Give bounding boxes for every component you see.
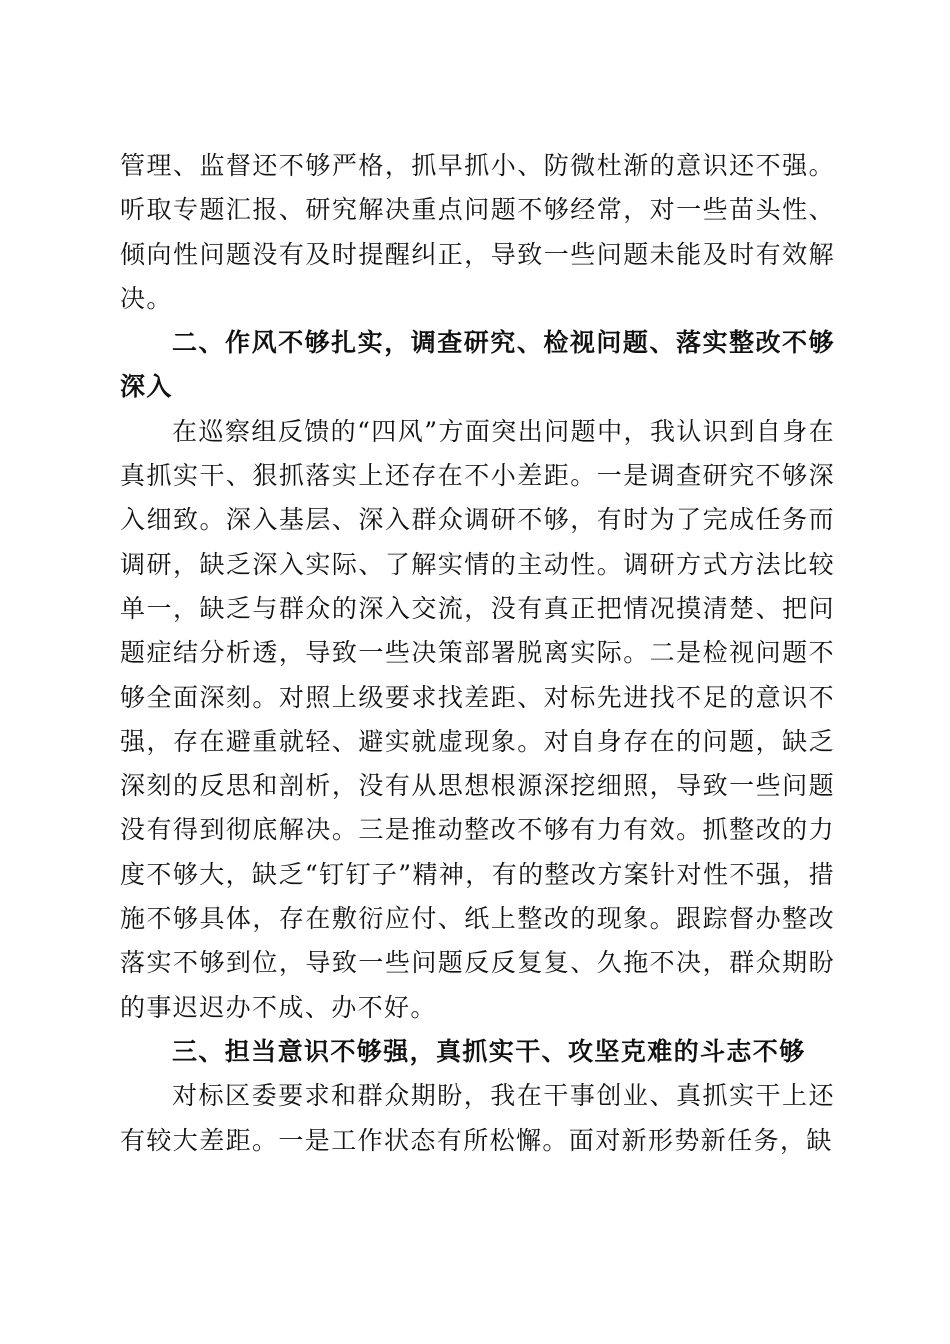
paragraph-section-2: 在巡察组反馈的“四风”方面突出问题中，我认识到自身在真抓实干、狠抓落实上还存在不小差距。一是调查研究不够深入细致。深入基层、深入群众调研不够，有时为了完成任务而调研，缺乏深入实际、了解实情的主动性。调研方式方法比较单一，缺乏与群众的深入交流，没有真正把情况摸清楚、把问题症结分析透，导致一些决策部署脱离实际。二是检视问题不够全面深刻。对照上级要求找差距、对标先进找不足的意识不强，存在避重就轻、避实就虚现象。对自身存在的问题，缺乏深刻的反思和剖析，没有从思想根源深挖细照，导致一些问题没有得到彻底解决。三是推动整改不够有力有效。抓整改的力度不够大，缺乏“钉钉子”精神，有的整改方案针对性不强，措施不够具体，存在敷衍应付、纸上整改的现象。跟踪督办整改落实不够到位，导致一些问题反反复复、久拖不决，群众期盼的事迟迟办不成、办不好。 [120, 416, 835, 1022]
document-body [120, 144, 835, 1163]
paragraph-section-3: 对标区委要求和群众期盼，我在干事创业、真抓实干上还有较大差距。一是工作状态有所松懈。面对新形势新任务，缺 [120, 1081, 835, 1155]
section-heading-3: 三、担当意识不够强，真抓实干、攻坚克难的斗志不够 [172, 1036, 806, 1066]
section-heading-2: 二、作风不够扎实，调查研究、检视问题、落实整改不够深入 [120, 328, 835, 402]
paragraph-continuation: 管理、监督还不够严格，抓早抓小、防微杜渐的意识还不强。听取专题汇报、研究解决重点问题不够经常，对一些苗头性、倾向性问题没有及时提醒纠正，导致一些问题未能及时有效解决。 [120, 151, 835, 313]
